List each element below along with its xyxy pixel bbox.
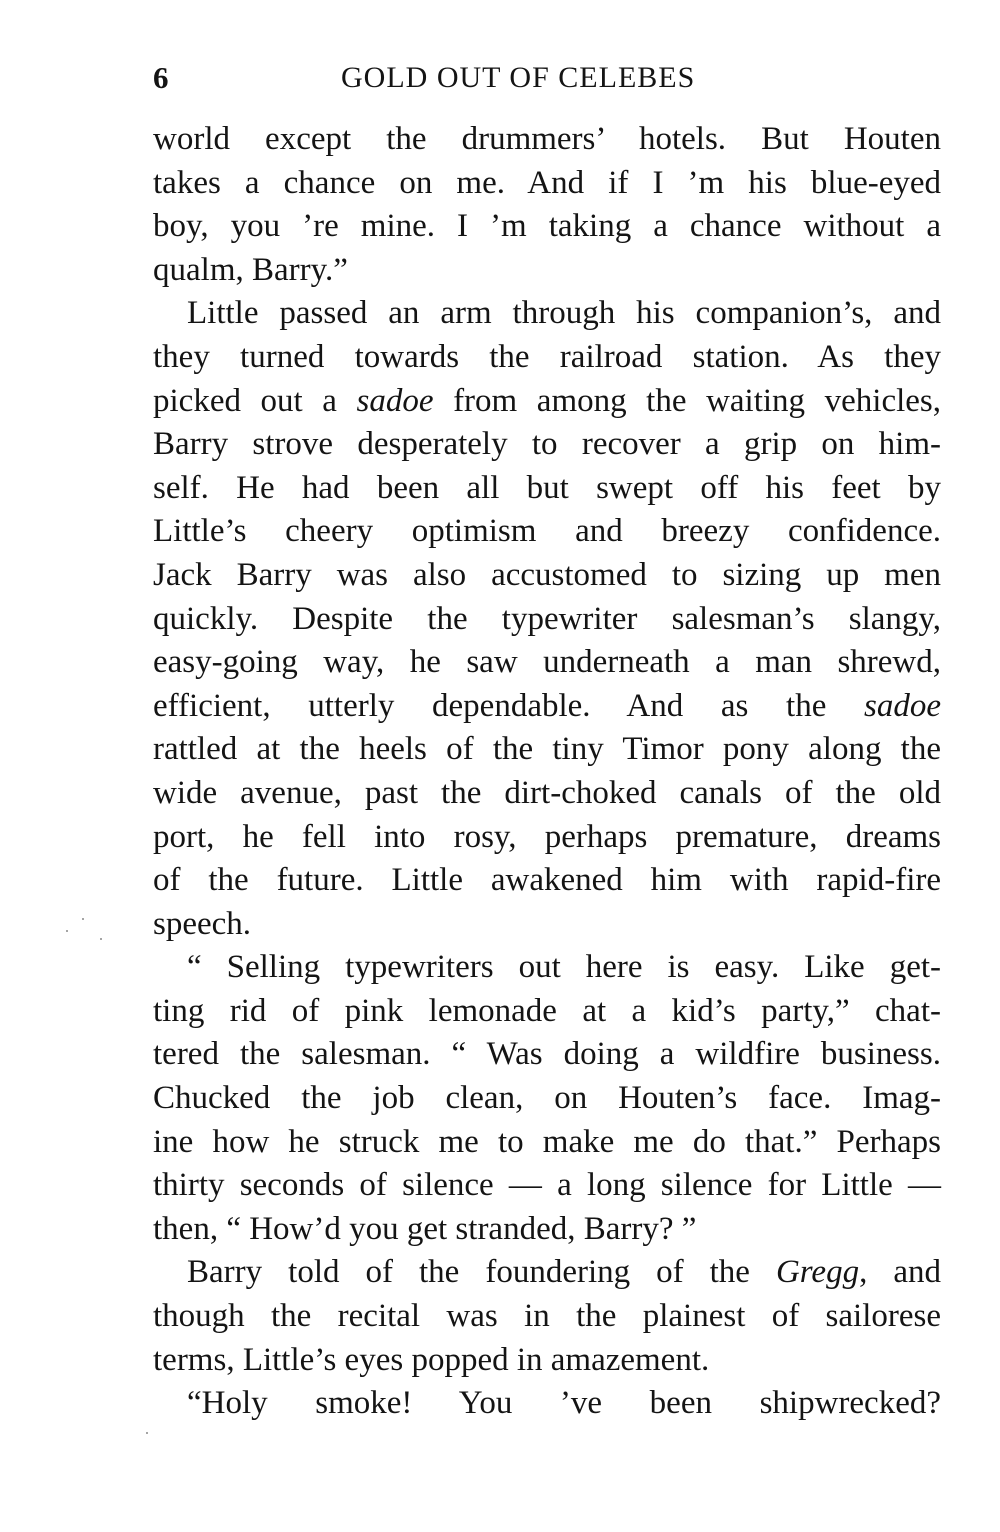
body-text (153, 118, 941, 1426)
text-line: thirty seconds of silence — a long silence for Little — (153, 1167, 941, 1204)
text-line: speech. (153, 905, 252, 942)
text-line: efficient, utterly dependable. And as the sadoe (153, 687, 941, 724)
text-line: wide avenue, past the dirt-choked canals of the old (153, 774, 941, 811)
text-line: takes a chance on me. And if I ’m his blue-eyed (153, 164, 941, 201)
text-line: picked out a sadoe from among the waiting vehicles, (153, 382, 941, 419)
text-line: they turned towards the railroad station. As they (153, 338, 941, 375)
scan-speck (66, 930, 68, 932)
text-line: world except the drummers’ hotels. But Houten (153, 121, 941, 157)
text-line: terms, Little’s eyes popped in amazement. (153, 1341, 710, 1378)
page-header (153, 56, 943, 100)
text-line: Barry strove desperately to recover a grip on him- (153, 426, 941, 463)
text-line: port, he fell into rosy, perhaps premature, dreams (153, 818, 941, 855)
text-line: of the future. Little awakened him with rapid-fire (153, 862, 941, 899)
text-line: Little’s cheery optimism and breezy confidence. (153, 513, 941, 550)
scan-speck (146, 1432, 148, 1434)
text-line: qualm, Barry.” (153, 251, 348, 288)
text-line: Jack Barry was also accustomed to sizing up men (153, 556, 941, 593)
text-line: easy-going way, he saw underneath a man shrewd, (153, 644, 941, 681)
text-line: tered the salesman. “ Was doing a wildfire business. (153, 1036, 941, 1073)
paragraph-first-line: “ Selling typewriters out here is easy. Like get- (187, 949, 941, 986)
text-line: ine how he struck me to make me do that.” Perhaps (153, 1123, 941, 1160)
text-line: though the recital was in the plainest of sailorese (153, 1298, 941, 1335)
text-line: then, “ How’d you get stranded, Barry? ” (153, 1210, 697, 1247)
scan-speck (82, 918, 84, 920)
text-line: rattled at the heels of the tiny Timor pony along the (153, 731, 941, 768)
paragraph-first-line: Barry told of the foundering of the Gregg, and (187, 1254, 941, 1291)
running-title: GOLD OUT OF CELEBES (341, 61, 696, 94)
text-line: quickly. Despite the typewriter salesman’s slangy, (153, 600, 941, 637)
text-line: Chucked the job clean, on Houten’s face. Imag- (153, 1080, 941, 1117)
paragraph-first-line: “Holy smoke! You ’ve been shipwrecked? (187, 1385, 941, 1422)
paragraph-first-line: Little passed an arm through his companion’s, and (187, 295, 941, 332)
text-line: boy, you ’re mine. I ’m taking a chance without a (153, 208, 941, 245)
page-number: 6 (153, 60, 169, 95)
text-line: self. He had been all but swept off his feet by (153, 469, 941, 506)
text-line: ting rid of pink lemonade at a kid’s party,” chat- (153, 992, 941, 1029)
scan-speck (100, 938, 102, 940)
